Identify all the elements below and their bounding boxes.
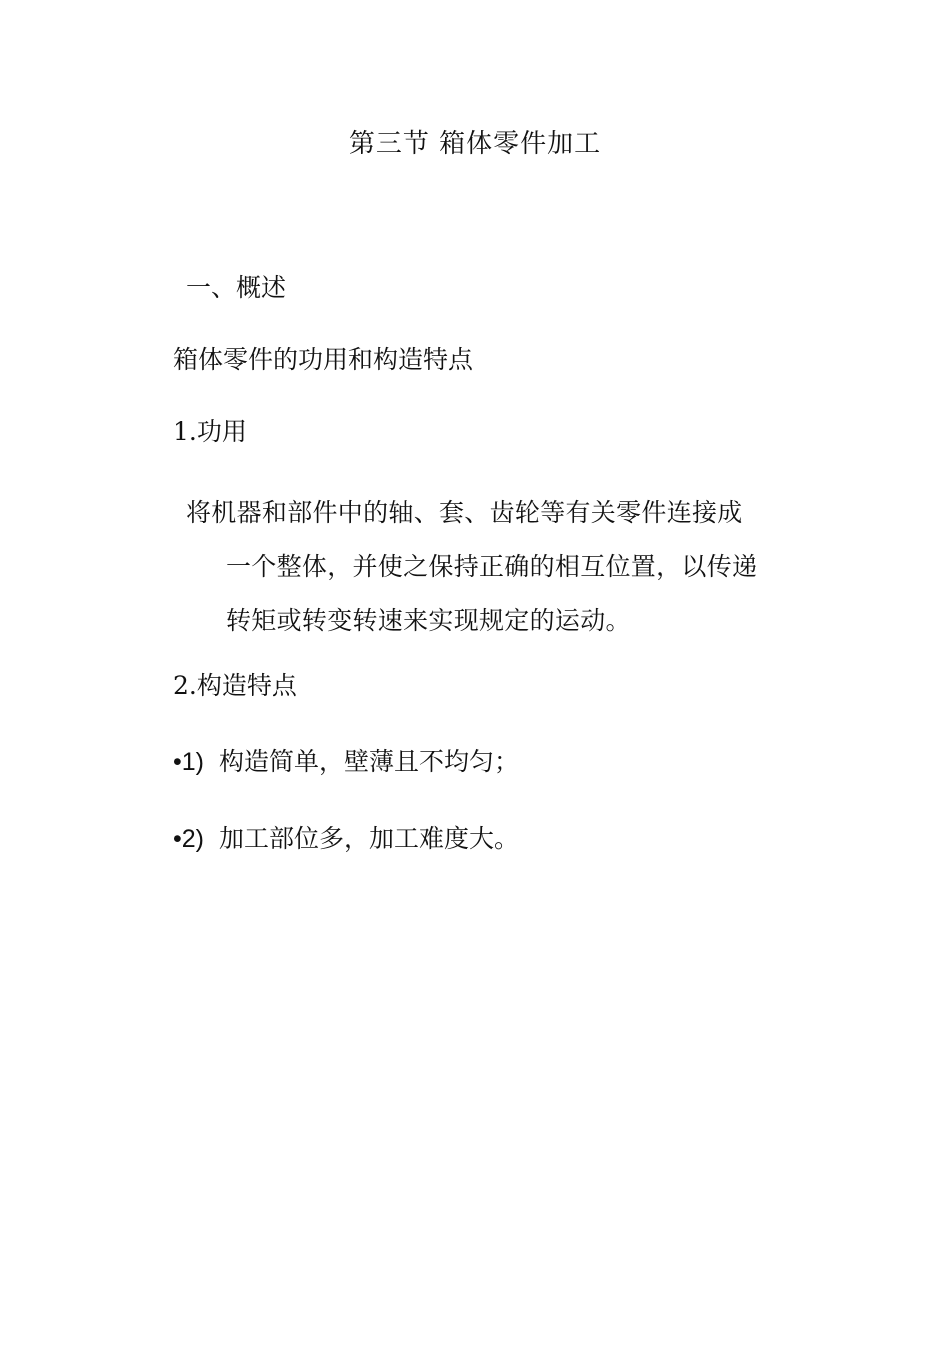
list-item: [173, 744, 519, 780]
bullet-marker: •2): [173, 825, 204, 853]
paragraph-line-2: 一个整体，并使之保持正确的相互位置，以传递: [226, 552, 758, 581]
subheading: 箱体零件的功用和构造特点: [173, 345, 474, 374]
paragraph-line-3: 转矩或转变转速来实现规定的运动。: [226, 606, 631, 635]
list-item: [173, 821, 519, 857]
bullet-text: 加工部位多，加工难度大。: [219, 824, 520, 853]
paragraph-line-1: 将机器和部件中的轴、套、齿轮等有关零件连接成: [186, 498, 743, 527]
page-title: 第三节 箱体零件加工: [348, 129, 602, 159]
bullet-marker: •1): [173, 748, 204, 776]
item-heading-function: 1.功用: [173, 417, 247, 446]
function-paragraph: [173, 486, 783, 648]
item-heading-structure: 2.构造特点: [173, 671, 297, 700]
bullet-text: 构造简单，壁薄且不均匀；: [219, 747, 520, 776]
section-heading: 一、概述: [186, 273, 287, 302]
